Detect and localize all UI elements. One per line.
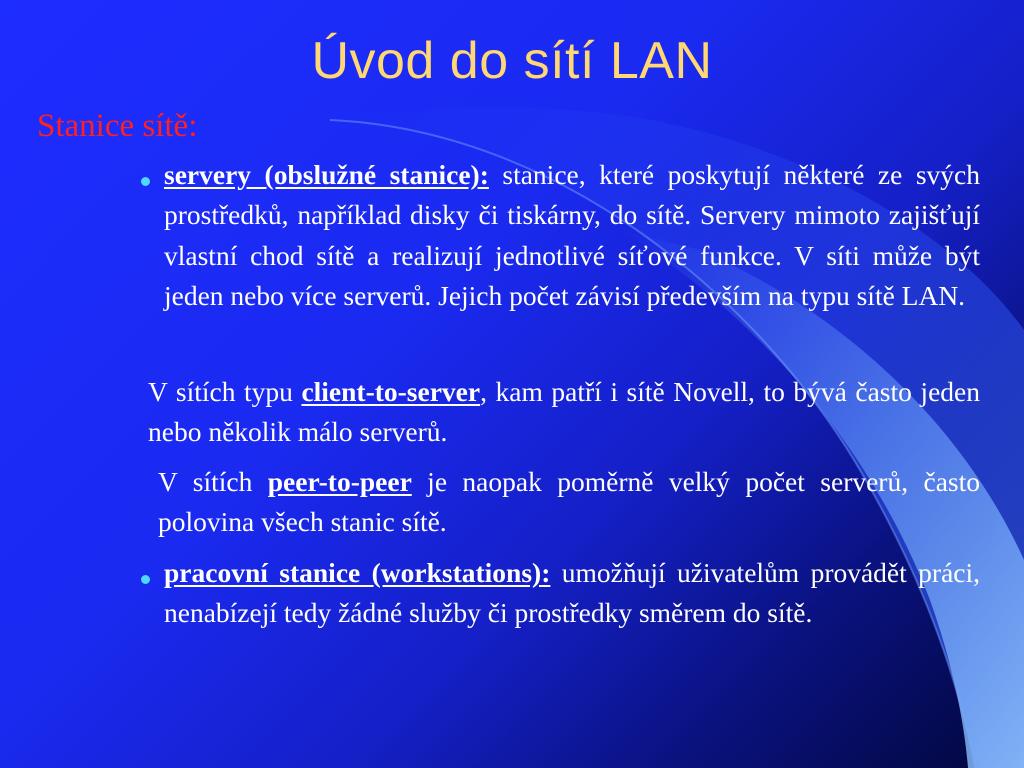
item-text: umožňují uživatelům provádět práci, nenabízejí tedy žádné služby či prostředky směrem do sítě.: [164, 557, 980, 629]
paragraph-prefix: V sítích: [158, 466, 268, 497]
section-subtitle: Stanice sítě:: [37, 108, 198, 144]
term-workstations: pracovní stanice (workstations):: [164, 557, 551, 588]
bullet-icon: [141, 177, 150, 186]
term-servers: servery (obslužné stanice):: [164, 159, 489, 190]
paragraph-peer-to-peer: [158, 462, 980, 543]
term-client-to-server: client-to-server: [301, 376, 481, 407]
paragraph-prefix: V sítích typu: [148, 376, 302, 407]
page-title: Úvod do sítí LAN: [311, 32, 713, 90]
term-peer-to-peer: peer-to-peer: [267, 466, 412, 497]
paragraph-text: je naopak poměrně velký počet serverů, často polovina všech stanic sítě.: [158, 466, 980, 538]
bullet-icon: [141, 575, 150, 584]
list-item-workstations: [164, 553, 980, 634]
list-item-servers: [164, 155, 980, 316]
paragraph-text: , kam patří i sítě Novell, to bývá často jeden nebo několik málo serverů.: [148, 376, 980, 448]
item-text: stanice, které poskytují některé ze svých prostředků, například disky či tiskárny, do sítě. Servery mimoto zajišťují vlastní chod sítě a realizují jednotlivé síťové funkce. V síti může být jeden nebo více serverů. Jejich počet závisí především na typu sítě LAN.: [164, 159, 980, 311]
paragraph-client-to-server: [148, 372, 980, 453]
